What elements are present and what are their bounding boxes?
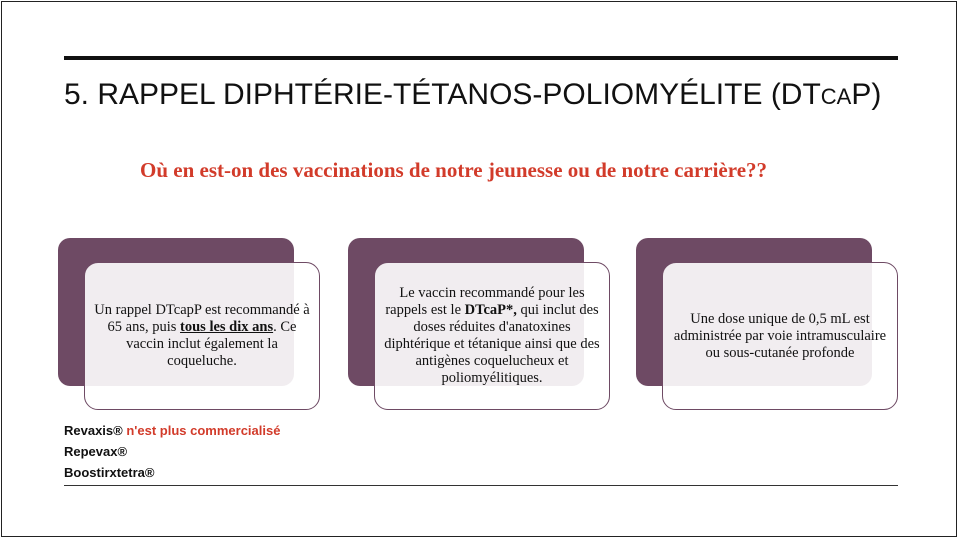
top-divider (64, 56, 898, 60)
card-text-emphasis: DTcaP*, (464, 302, 517, 318)
info-card-3 (636, 238, 916, 408)
slide-subtitle: Où en est-on des vaccinations de notre jeunesse ou de notre carrière?? (140, 158, 768, 182)
title-end: P) (851, 78, 882, 111)
card-front-box (374, 262, 610, 410)
info-card-2 (348, 238, 628, 408)
info-card-1 (58, 238, 338, 408)
card-text (93, 302, 311, 370)
product-name: Repevax® (64, 444, 128, 459)
product-item (64, 420, 280, 441)
card-text (383, 285, 601, 387)
card-text-part: qui inclut des doses réduites d'anatoxines diphtérique et tétanique ainsi que des antigènes coquelucheux et poliomyélitiques. (384, 302, 600, 386)
card-text-part: Le vaccin recommandé pour les rappels est le (385, 285, 585, 318)
slide-title (64, 78, 924, 112)
product-item (64, 462, 280, 483)
card-text-part: Un rappel DTcapP est recommandé à 65 ans, puis (94, 302, 310, 335)
bottom-divider (64, 485, 898, 486)
card-text-emphasis: tous les dix ans (180, 319, 274, 335)
card-text-part: . Ce vaccin inclut également la coqueluche. (126, 319, 297, 369)
title-main: 5. RAPPEL DIPHTÉRIE-TÉTANOS-POLIOMYÉLITE (DT (64, 78, 821, 111)
card-front-box (84, 262, 320, 410)
card-front-box (662, 262, 898, 410)
slide (1, 1, 957, 537)
product-note: n'est plus commercialisé (122, 423, 281, 438)
title-small-caps: CA (820, 84, 852, 109)
card-text: Une dose unique de 0,5 mL est administrée par voie intramusculaire ou sous-cutanée profonde (673, 310, 887, 361)
product-item (64, 441, 280, 462)
product-list (64, 420, 280, 483)
product-name: Revaxis® (64, 423, 123, 438)
product-name: Boostirxtetra® (64, 465, 155, 480)
